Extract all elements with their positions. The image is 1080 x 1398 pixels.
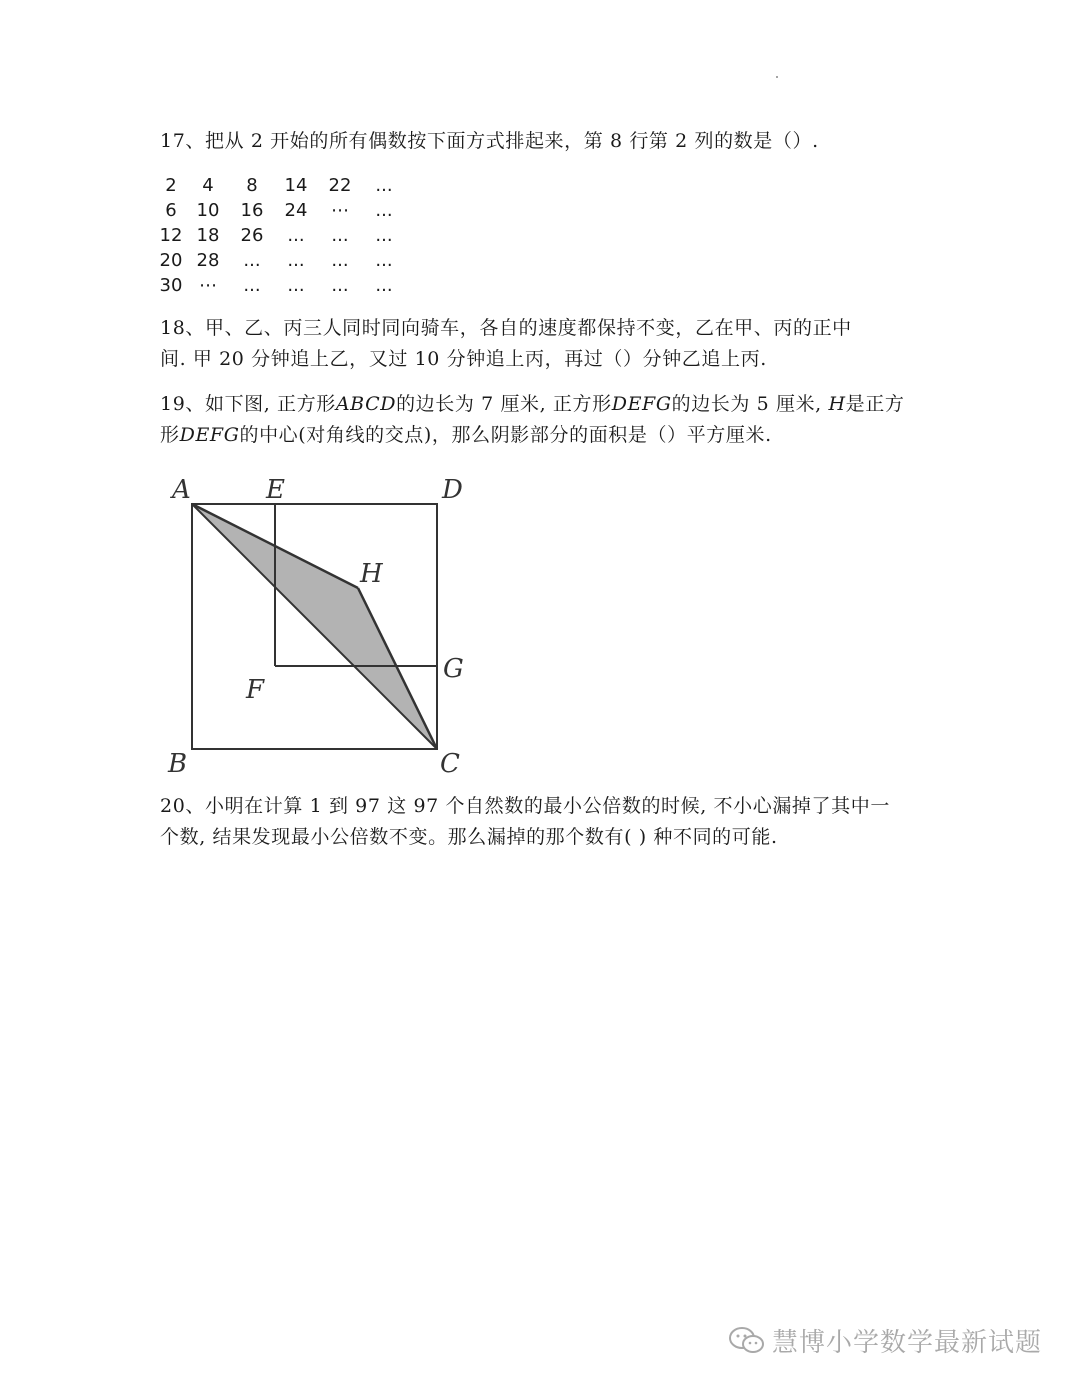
diagonal-ac (192, 504, 437, 749)
question-19-line-1 (160, 389, 920, 420)
question-19 (160, 389, 920, 451)
q19-text: 19、如下图, 正方形 (160, 393, 336, 415)
q19-text: 是正方 (845, 393, 905, 415)
question-17-text: 17、把从 2 开始的所有偶数按下面方式排起来，第 8 行第 2 列的数是（）. (160, 130, 819, 152)
grid-cell: ... (331, 275, 349, 296)
grid-cell: 26 (240, 225, 264, 246)
grid-cell: 8 (246, 175, 258, 196)
label-h: H (360, 559, 383, 589)
question-17 (160, 126, 920, 157)
grid-cell: ... (375, 200, 393, 221)
grid-row (156, 173, 406, 198)
scan-speck (776, 76, 778, 78)
label-a: A (172, 475, 191, 505)
grid-cell: ... (243, 275, 261, 296)
grid-cell: 2 (165, 175, 177, 196)
grid-cell: ⋯ (199, 275, 217, 296)
grid-cell: 14 (284, 175, 308, 196)
q19-text: 形 (160, 424, 180, 446)
question-20 (160, 791, 920, 853)
grid-row (156, 198, 406, 223)
question-18-line-2: 间. 甲 20 分钟追上乙，又过 10 分钟追上丙，再过（）分钟乙追上丙. (160, 348, 767, 370)
label-b: B (168, 749, 188, 779)
wechat-icon (728, 1325, 766, 1357)
label-c: C (440, 749, 460, 779)
grid-cell: ... (243, 250, 261, 271)
label-f: F (246, 675, 265, 705)
q19-text: 的边长为 5 厘米, (671, 393, 829, 415)
grid-cell: ... (375, 225, 393, 246)
grid-cell: 12 (159, 225, 183, 246)
even-number-grid (156, 173, 406, 298)
grid-cell: 28 (196, 250, 220, 271)
q19-math-defg: DEFG (611, 393, 672, 415)
grid-row (156, 223, 406, 248)
q19-text: 的中心(对角线的交点)，那么阴影部分的面积是（）平方厘米. (239, 424, 772, 446)
grid-cell: 22 (328, 175, 352, 196)
label-e: E (266, 475, 285, 505)
question-19-line-2 (160, 420, 920, 451)
q19-text: 的边长为 7 厘米, 正方形 (396, 393, 612, 415)
grid-cell: ... (375, 275, 393, 296)
label-g: G (443, 654, 464, 684)
grid-row (156, 273, 406, 298)
question-18 (160, 313, 920, 375)
grid-cell: ... (287, 250, 305, 271)
question-20-line-2: 个数, 结果发现最小公倍数不变。那么漏掉的那个数有( ) 种不同的可能. (160, 826, 778, 848)
grid-cell: 18 (196, 225, 220, 246)
grid-cell: ... (375, 175, 393, 196)
grid-cell: 6 (165, 200, 177, 221)
grid-cell: 20 (159, 250, 183, 271)
square-geometry-figure (160, 470, 490, 790)
grid-cell: ⋯ (331, 200, 349, 221)
q19-math-h: H (828, 393, 846, 415)
watermark-text: 慧博小学数学最新试题 (772, 1328, 1043, 1358)
grid-cell: ... (331, 225, 349, 246)
label-d: D (442, 475, 463, 505)
grid-cell: 10 (196, 200, 220, 221)
grid-cell: 4 (202, 175, 214, 196)
question-18-line-1: 18、甲、乙、丙三人同时同向骑车，各自的速度都保持不变，乙在甲、丙的正中 (160, 317, 852, 339)
grid-cell: ... (375, 250, 393, 271)
q19-math-abcd: ABCD (335, 393, 397, 415)
grid-cell: ... (287, 225, 305, 246)
grid-cell: 16 (240, 200, 264, 221)
account-watermark (728, 1322, 1042, 1359)
grid-cell: ... (287, 275, 305, 296)
grid-cell: 30 (159, 275, 183, 296)
q19-math-defg: DEFG (179, 424, 240, 446)
grid-row (156, 248, 406, 273)
grid-cell: 24 (284, 200, 308, 221)
grid-cell: ... (331, 250, 349, 271)
question-20-line-1: 20、小明在计算 1 到 97 这 97 个自然数的最小公倍数的时候, 不小心漏掉了其中一 (160, 795, 890, 817)
